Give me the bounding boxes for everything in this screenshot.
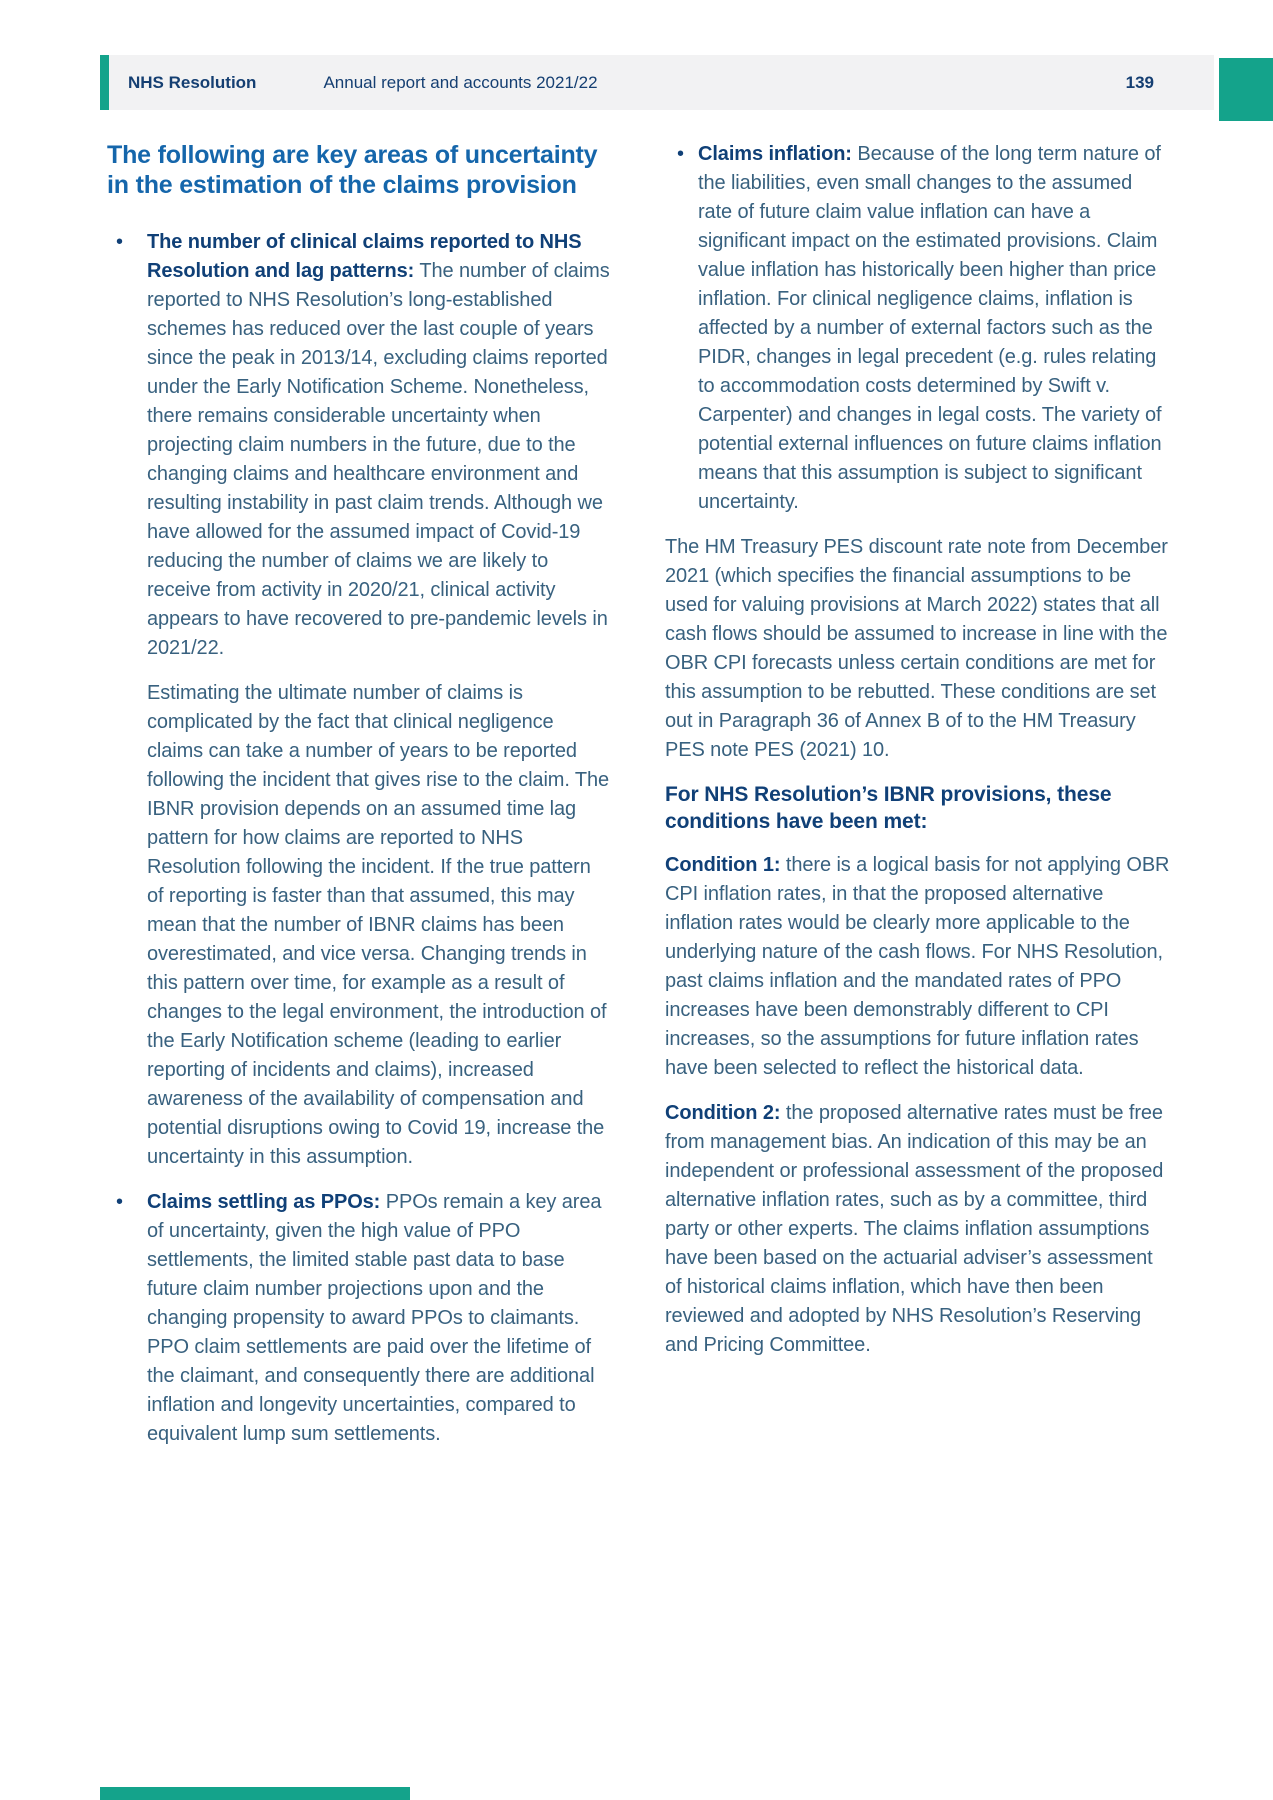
page-number: 139 (1125, 72, 1154, 92)
bullet-body: PPOs remain a key area of uncertainty, given the high value of PPO settlements, the limited stable past data to base future claim number projections upon and the changing propensity to award PPOs to claimants. PPO claim settlements are paid over the lifetime of the claimant, and consequently there are additional inflation and longevity uncertainties, compared to equivalent lump sum settlements. (147, 1191, 602, 1445)
condition-lead: Condition 1: (665, 854, 781, 876)
right-column (665, 140, 1170, 1465)
left-column (107, 140, 612, 1465)
bullet-body: The number of claims reported to NHS Resolution’s long-established schemes has reduced over the last couple of years since the peak in 2013/14, excluding claims reported under the Early Notification Scheme. Nonetheless, there remains considerable uncertainty when projecting claim numbers in the future, due to the changing claims and healthcare environment and resulting instability in past claim trends. Although we have allowed for the assumed impact of Covid-19 reducing the number of claims we are likely to receive from activity in 2020/21, clinical activity appears to have recovered to pre-pandemic levels in 2021/22. (147, 260, 610, 659)
bullet-marker-icon (107, 1188, 147, 1449)
corner-accent-block (1219, 58, 1273, 121)
bullet-lead: Claims inflation: (698, 143, 852, 165)
bullet-text (698, 140, 1170, 517)
bullet-item-claims-inflation (665, 140, 1170, 517)
header-report-title: Annual report and accounts 2021/22 (323, 72, 598, 92)
section-heading: The following are key areas of uncertainty in the estimation of the claims provision (107, 141, 598, 199)
bullet-item-claim-numbers (107, 228, 612, 663)
bullet-text (147, 1188, 612, 1449)
header-org-name: NHS Resolution (128, 72, 257, 92)
subheading-conditions-met: For NHS Resolution’s IBNR provisions, these conditions have been met: (665, 783, 1112, 833)
condition-lead: Condition 2: (665, 1102, 781, 1124)
paragraph-condition-1 (665, 851, 1170, 1083)
bullet-item-ppos (107, 1188, 612, 1449)
paragraph-estimating-claims: Estimating the ultimate number of claims is complicated by the fact that clinical negligence claims can take a number of years to be reported following the incident that gives rise to the claim. The IBNR provision depends on an assumed time lag pattern for how claims are reported to NHS Resolution following the incident. If the true pattern of reporting is faster than that assumed, this may mean that the number of IBNR claims has been overestimated, and vice versa. Changing trends in this pattern over time, for example as a result of changes to the legal environment, the introduction of the Early Notification scheme (leading to earlier reporting of incidents and claims), increased awareness of the availability of compensation and potential disruptions owing to Covid 19, increase the uncertainty in this assumption. (147, 682, 610, 1168)
condition-body: the proposed alternative rates must be free from management bias. An indication of this may be an independent or professional assessment of the proposed alternative inflation rates, such as by a committee, third party or other experts. The claims inflation assumptions have been based on the actuarial adviser’s assessment of historical claims inflation, which have then been reviewed and adopted by NHS Resolution’s Reserving and Pricing Committee. (665, 1102, 1164, 1356)
paragraph-hm-treasury: The HM Treasury PES discount rate note from December 2021 (which specifies the financial assumptions to be used for valuing provisions at March 2022) states that all cash flows should be assumed to increase in line with the OBR CPI forecasts unless certain conditions are met for this assumption to be rebutted. These conditions are set out in Paragraph 36 of Annex B of to the HM Treasury PES note PES (2021) 10. (665, 536, 1168, 761)
bullet-marker-icon (107, 228, 147, 663)
page-content (107, 140, 1170, 1465)
bullet-lead: The number of clinical claims reported to NHS Resolution and lag patterns: (147, 231, 582, 282)
footer-accent-bar (100, 1787, 410, 1800)
bullet-text (147, 228, 612, 663)
bullet-marker-icon (665, 140, 698, 517)
header-band (109, 55, 1214, 110)
paragraph-condition-2 (665, 1099, 1170, 1360)
page-header (100, 55, 1214, 110)
header-accent-bar (100, 55, 109, 110)
bullet-lead: Claims settling as PPOs: (147, 1191, 381, 1213)
condition-body: there is a logical basis for not applying OBR CPI inflation rates, in that the proposed alternative inflation rates would be clearly more applicable to the underlying nature of the cash flows. For NHS Resolution, past claims inflation and the mandated rates of PPO increases have been demonstrably different to CPI increases, so the assumptions for future inflation rates have been selected to reflect the historical data. (665, 854, 1170, 1079)
bullet-body: Because of the long term nature of the liabilities, even small changes to the assumed rate of future claim value inflation can have a significant impact on the estimated provisions. Claim value inflation has historically been higher than price inflation. For clinical negligence claims, inflation is affected by a number of external factors such as the PIDR, changes in legal precedent (e.g. rules relating to accommodation costs determined by Swift v. Carpenter) and changes in legal costs. The variety of potential external influences on future claims inflation means that this assumption is subject to significant uncertainty. (698, 143, 1162, 513)
